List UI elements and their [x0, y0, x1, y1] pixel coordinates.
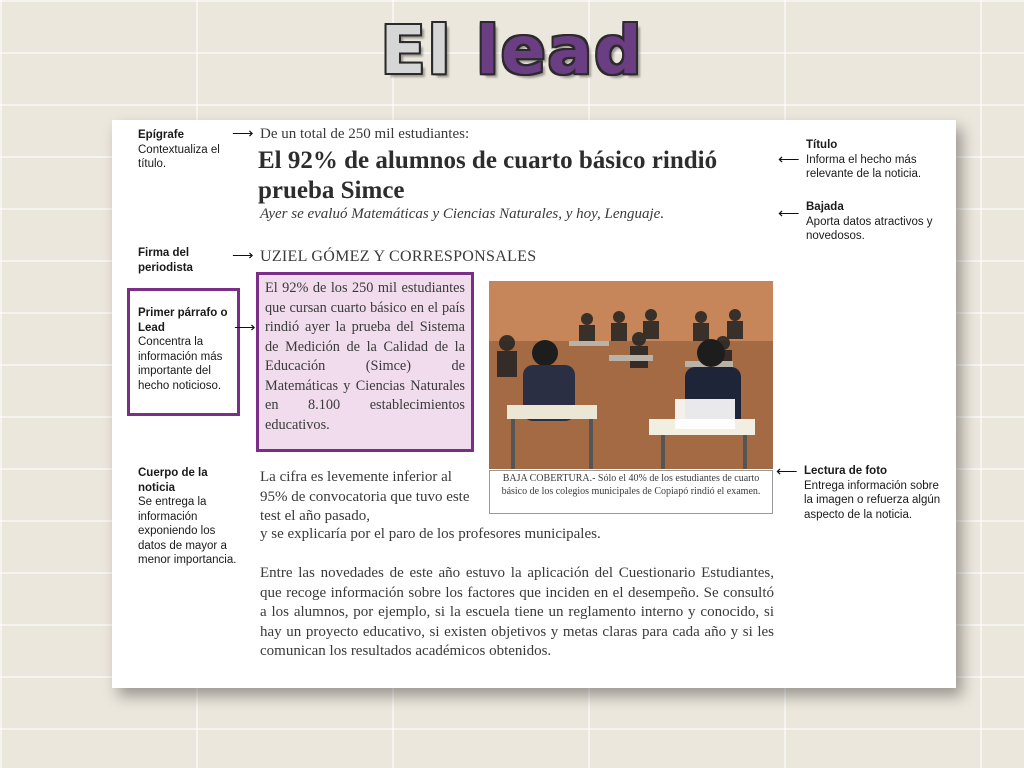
annotation-titulo — [806, 138, 944, 182]
arrow-right-icon: ⟶ — [232, 125, 254, 142]
arrow-left-icon: ⟵ — [778, 151, 800, 168]
annotation-primer-parrafo-desc: Concentra la información más importante del hecho noticioso. — [138, 336, 223, 392]
slide-title — [0, 12, 1024, 89]
annotation-epigrafe-desc: Contextualiza el título. — [138, 143, 220, 170]
article-byline: UZIEL GÓMEZ Y CORRESPONSALES — [260, 248, 537, 265]
arrow-right-icon: ⟶ — [232, 247, 254, 264]
annotation-lectura-foto — [804, 464, 944, 522]
slide-title-word-lead: lead — [476, 12, 644, 89]
article-lead: El 92% de los 250 mil estudiantes que cursan cuarto básico en el país rindió ayer la prueba del Sistema de Medición de la Calidad de la Educación (Simce) de Matemáticas y Ciencias Naturales en 8.100 establecimientos educativos. — [256, 272, 474, 452]
article-body-1: La cifra es levemente inferior al 95% de convocatoria que tuvo este test el año pasado, — [260, 469, 470, 524]
arrow-right-icon: ⟶ — [234, 319, 256, 336]
annotation-cuerpo — [138, 466, 238, 568]
classroom-illustration — [489, 281, 773, 469]
annotation-bajada — [806, 200, 944, 244]
article-epigrafe: De un total de 250 mil estudiantes: — [260, 126, 470, 142]
annotation-primer-parrafo — [138, 306, 236, 393]
classroom-photo — [489, 281, 773, 469]
annotation-lectura-foto-title: Lectura de foto — [804, 465, 888, 477]
annotation-primer-parrafo-title: Primer párrafo o Lead — [138, 307, 228, 334]
article-body-1-continued: y se explicaría por el paro de los profesores municipales. — [260, 526, 601, 542]
annotation-firma-title: Firma del periodista — [138, 247, 193, 274]
annotation-bajada-title: Bajada — [806, 201, 844, 213]
annotation-cuerpo-desc: Se entrega la información exponiendo los datos de mayor a menor importancia. — [138, 496, 237, 566]
annotation-lectura-foto-desc: Entrega información sobre la imagen o refuerza algún aspecto de la noticia. — [804, 479, 941, 521]
slide-title-word-el: El — [380, 12, 453, 89]
annotation-cuerpo-title: Cuerpo de la noticia — [138, 467, 208, 494]
annotation-bajada-desc: Aporta datos atractivos y novedosos. — [806, 215, 933, 242]
annotation-titulo-desc: Informa el hecho más relevante de la noticia. — [806, 153, 922, 180]
article-bajada: Ayer se evaluó Matemáticas y Ciencias Naturales, y hoy, Lenguaje. — [260, 206, 665, 222]
annotation-firma — [138, 246, 228, 275]
article-headline: El 92% de alumnos de cuarto básico rindió prueba Simce — [258, 147, 718, 204]
annotation-epigrafe-title: Epígrafe — [138, 129, 185, 141]
arrow-left-icon: ⟵ — [776, 463, 798, 480]
annotation-epigrafe — [138, 128, 242, 172]
annotation-titulo-title: Título — [806, 139, 838, 151]
photo-caption: BAJA COBERTURA.- Sólo el 40% de los estudiantes de cuarto básico de los colegios municipales de Copiapó rindió el examen. — [489, 470, 773, 514]
newspaper-card — [112, 120, 956, 688]
arrow-left-icon: ⟵ — [778, 205, 800, 222]
article-body-2: Entre las novedades de este año estuvo la aplicación del Cuestionario Estudiantes, que recoge información sobre los factores que inciden en el desempeño. Se consultó a los alumnos, por ejemplo, si la escuela tiene un reglamento interno y conocido, si hay un proyecto educativo, si existen objetivos y metas claras para cada año y si les comunican los resultados académicos obtenidos. — [260, 565, 774, 659]
